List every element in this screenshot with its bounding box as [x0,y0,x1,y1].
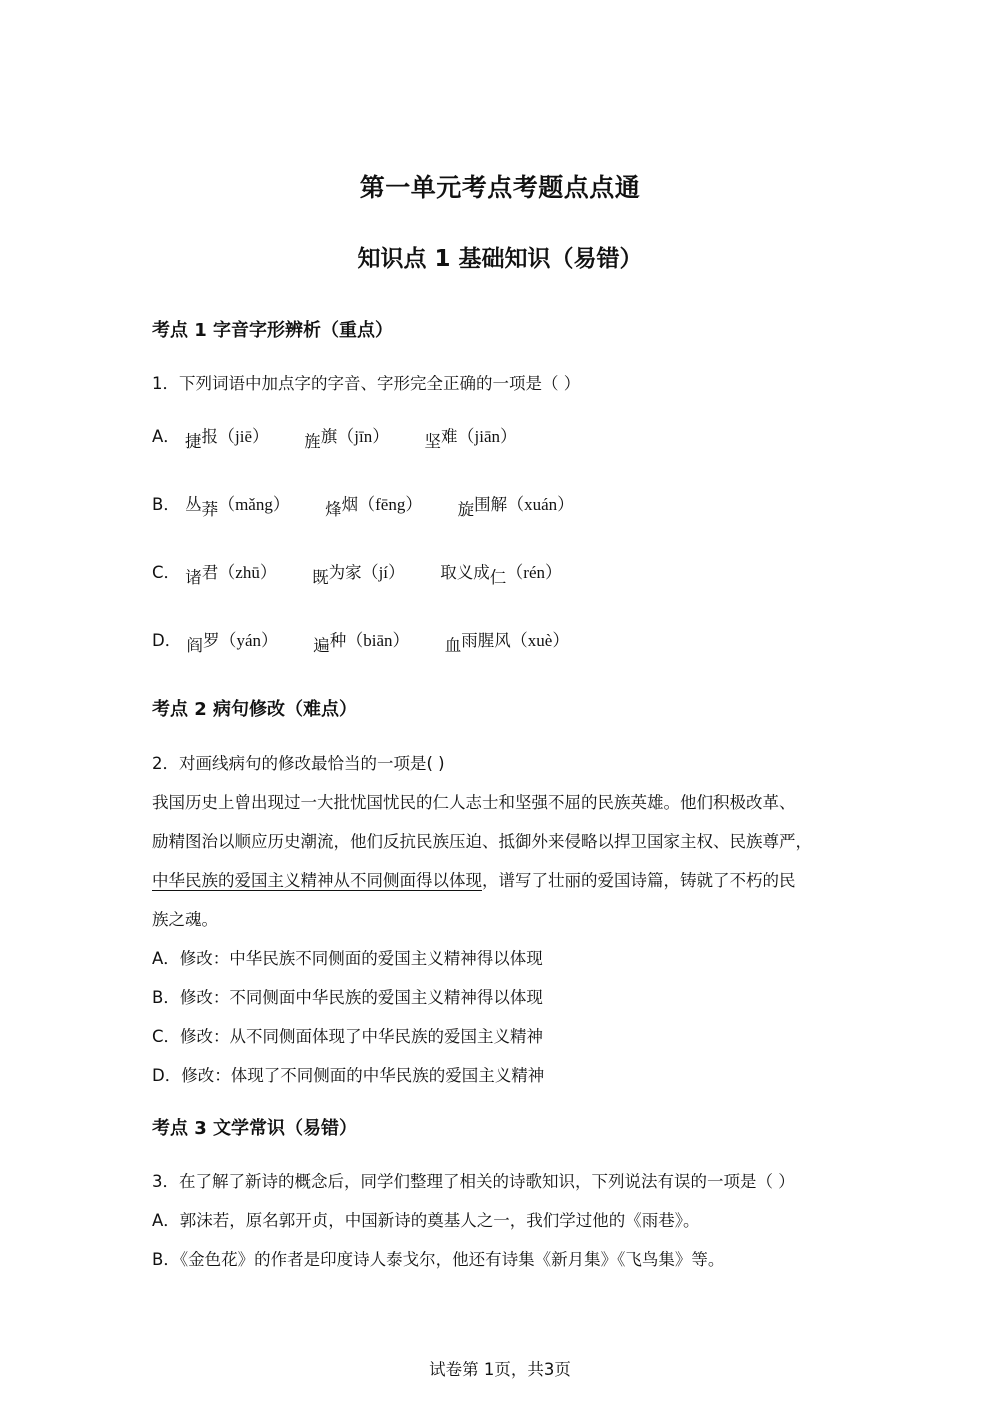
q1-option-c [152,558,592,587]
document-title: 第一单元考点考题点点通 [359,173,641,202]
term: 血雨腥风（xuè） [444,631,570,655]
term: 坚难（jiān） [424,427,517,451]
option-label: A． [152,427,180,446]
q1-option-a [152,422,547,451]
term: 烽烟（fēng） [325,495,423,519]
page-footer: 试卷第 1页，共3页 [429,1360,571,1379]
kp3-heading: 考点 3 文学常识（易错） [152,1118,358,1139]
passage-line: 励精图治以顺应历史潮流，他们反抗民族压迫、抵御外来侵略以捍卫国家主权、民族尊严， [152,832,812,851]
passage-line: 我国历史上曾出现过一大批忧国忧民的仁人志士和坚强不屈的民族英雄。他们积极改革、 [152,793,796,812]
q3-option-b: B．《金色花》的作者是印度诗人泰戈尔，他还有诗集《新月集》《飞鸟集》等。 [152,1250,725,1269]
term: 既为家（jí） [312,563,406,587]
q1-option-b [152,490,604,519]
q2-option-a: A．修改：中华民族不同侧面的爱国主义精神得以体现 [152,949,543,968]
q3-option-a: A．郭沫若，原名郭开贞，中国新诗的奠基人之一，我们学过他的《雨巷》。 [152,1211,700,1230]
term: 丛莽（mǎng） [185,495,290,519]
passage-line: 族之魂。 [152,910,218,929]
question-2: 2．对画线病句的修改最恰当的一项是( ) [152,754,445,773]
passage-line: 中华民族的爱国主义精神从不同侧面得以体现，谱写了壮丽的爱国诗篇，铸就了不朽的民 [152,871,796,890]
option-label: D． [152,631,182,650]
term: 阎罗（yán） [186,631,279,655]
underlined-sentence: 中华民族的爱国主义精神从不同侧面得以体现 [152,871,482,890]
term: 取义成仁（rén） [440,563,562,587]
q2-option-b: B．修改：不同侧面中华民族的爱国主义精神得以体现 [152,988,543,1007]
kp1-heading: 考点 1 字音字形辨析（重点） [152,320,394,341]
term: 诸君（zhū） [185,563,277,587]
term: 旌旗（jīn） [304,427,390,451]
option-label: B． [152,495,180,514]
question-3: 3．在了解了新诗的概念后，同学们整理了相关的诗歌知识，下列说法有误的一项是（ ） [152,1172,795,1191]
term: 捷报（jiē） [185,427,270,451]
q1-option-d [152,626,599,655]
q2-option-d: D．修改：体现了不同侧面的中华民族的爱国主义精神 [152,1066,545,1085]
term: 遍种（biān） [313,631,410,655]
term: 旋围解（xuán） [457,495,575,519]
option-label: C． [152,563,181,582]
question-1: 1．下列词语中加点字的字音、字形完全正确的一项是（ ） [152,374,581,393]
kp2-heading: 考点 2 病句修改（难点） [152,699,358,720]
q2-option-c: C．修改：从不同侧面体现了中华民族的爱国主义精神 [152,1027,544,1046]
section-title: 知识点 1 基础知识（易错） [357,246,643,272]
